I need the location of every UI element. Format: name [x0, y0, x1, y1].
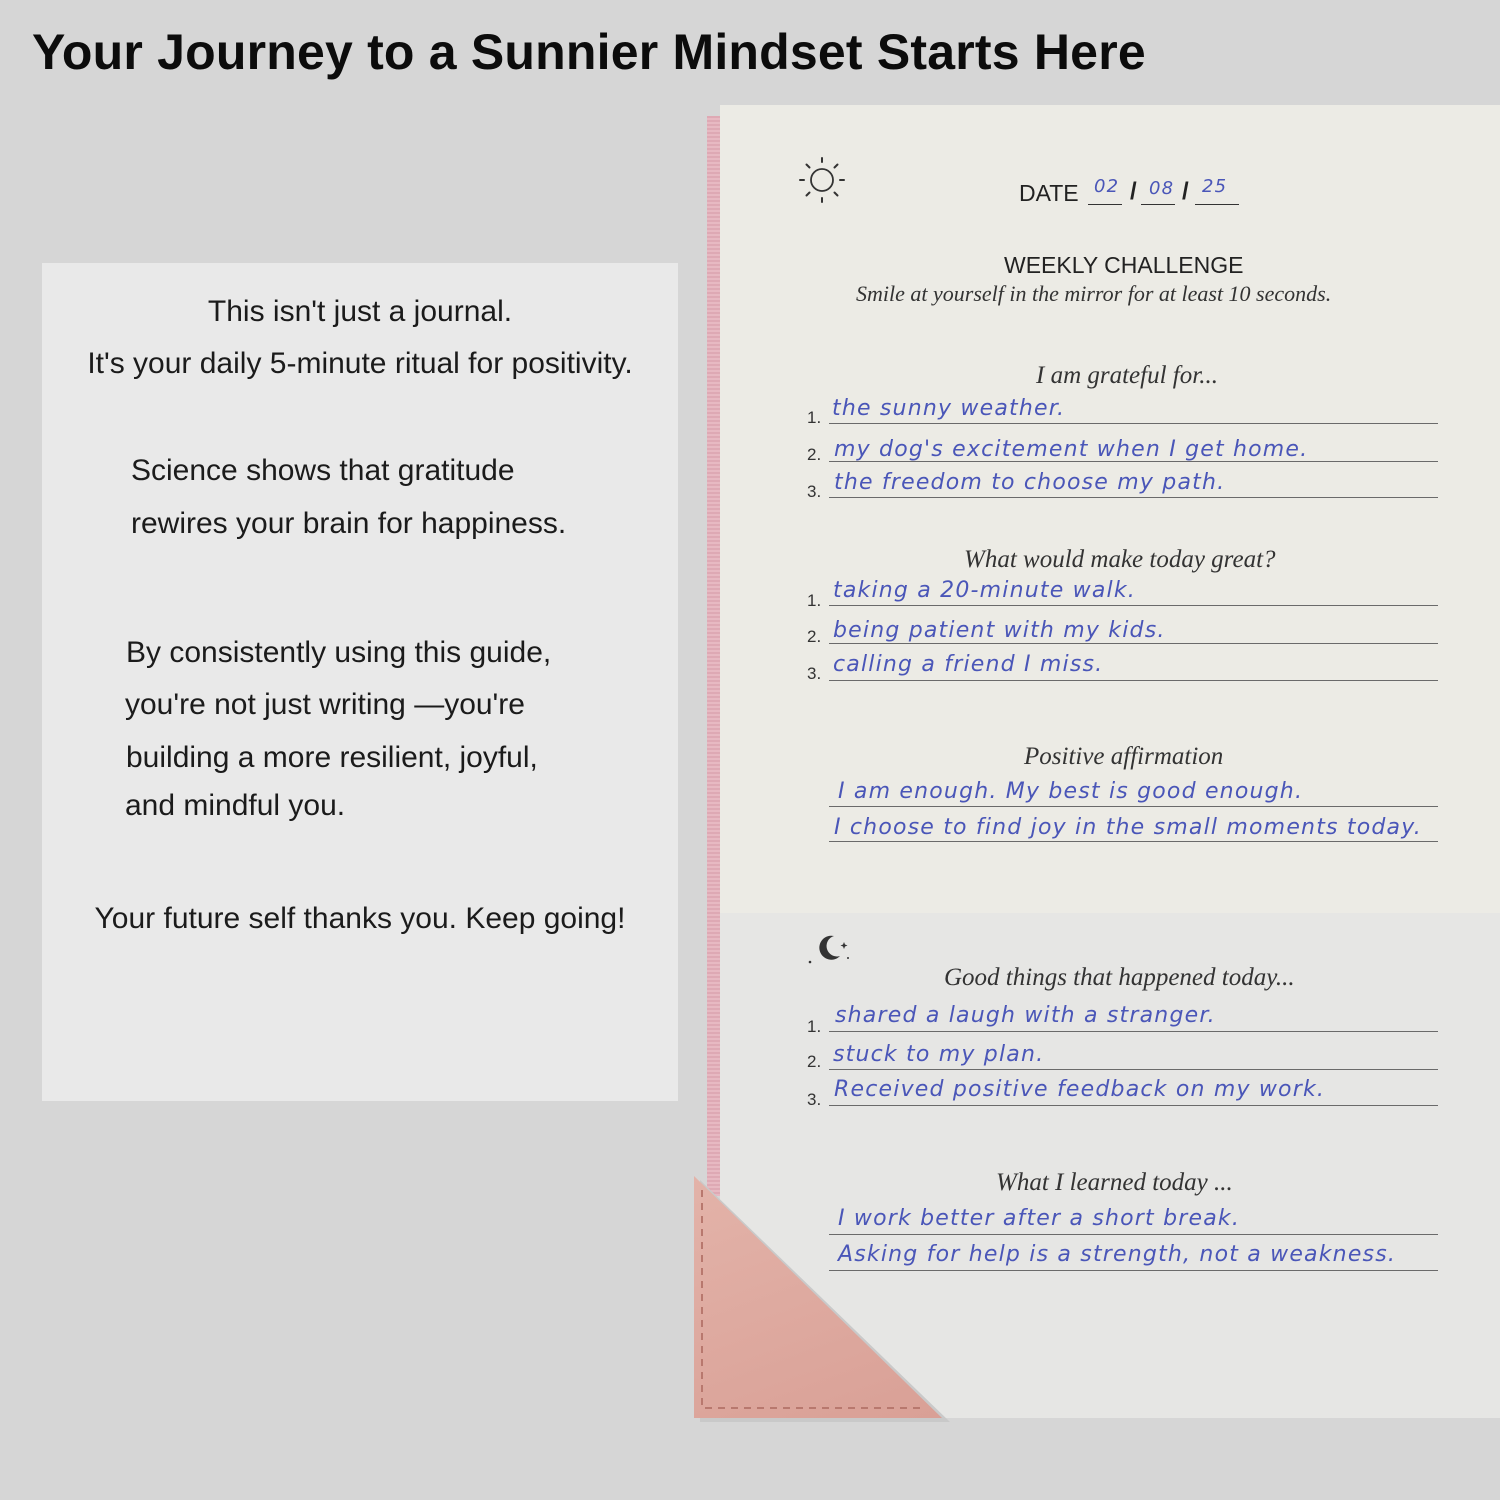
date-month: 02 — [1094, 176, 1120, 197]
entry-number: 1. — [807, 408, 822, 427]
card-line: rewires your brain for happiness. — [131, 507, 567, 540]
grateful-entry: the sunny weather. — [832, 396, 1066, 421]
card-line: you're not just writing —you're — [125, 688, 525, 721]
page-headline: Your Journey to a Sunnier Mindset Starts Here — [32, 24, 1146, 80]
entry-number: 1. — [807, 591, 822, 610]
good-thing-entry: Received positive feedback on my work. — [834, 1077, 1326, 1102]
card-line: and mindful you. — [125, 789, 346, 822]
entry-number: 2. — [807, 627, 822, 646]
entry-number: 3. — [807, 664, 822, 683]
weekly-challenge-title: WEEKLY CHALLENGE — [1004, 252, 1244, 278]
learned-entry: Asking for help is a strength, not a weakness. — [838, 1242, 1397, 1267]
grateful-entry: my dog's excitement when I get home. — [834, 437, 1309, 462]
card-line: This isn't just a journal. — [207, 295, 513, 328]
date-separator: / — [1130, 178, 1137, 205]
weekly-challenge-text: Smile at yourself in the mirror for at least 10 seconds. — [856, 281, 1332, 306]
entry-number: 2. — [807, 1052, 822, 1071]
great-entry: being patient with my kids. — [833, 618, 1166, 643]
entry-number: 1. — [807, 1017, 822, 1036]
card-line: building a more resilient, joyful, — [126, 741, 538, 774]
message-card — [42, 263, 678, 1101]
date-day: 08 — [1149, 178, 1175, 199]
date-year: 25 — [1202, 176, 1228, 197]
great-entry: calling a friend I miss. — [833, 652, 1104, 677]
learned-prompt: What I learned today ... — [996, 1169, 1233, 1196]
good-things-prompt: Good things that happened today... — [944, 964, 1295, 991]
affirmation-prompt: Positive affirmation — [1024, 743, 1224, 770]
date-label: DATE — [1019, 180, 1079, 206]
affirmation-entry: I am enough. My best is good enough. — [838, 779, 1304, 804]
ribbon-bookmark — [707, 116, 720, 1196]
affirmation-entry: I choose to find joy in the small moments today. — [834, 815, 1422, 840]
date-separator: / — [1182, 178, 1189, 205]
grateful-entry: the freedom to choose my path. — [834, 470, 1226, 495]
entry-number: 3. — [807, 482, 822, 501]
card-line: By consistently using this guide, — [126, 636, 552, 669]
great-prompt: What would make today great? — [964, 546, 1276, 573]
good-thing-entry: shared a laugh with a stranger. — [835, 1003, 1216, 1028]
entry-number: 2. — [807, 445, 822, 464]
sun-icon — [798, 156, 846, 204]
good-thing-entry: stuck to my plan. — [833, 1042, 1045, 1067]
learned-entry: I work better after a short break. — [838, 1206, 1241, 1231]
grateful-prompt: I am grateful for... — [1036, 362, 1218, 389]
great-entry: taking a 20-minute walk. — [833, 578, 1136, 603]
moon-icon — [804, 930, 852, 966]
card-line: Your future self thanks you. Keep going! — [94, 902, 626, 935]
entry-number: 3. — [807, 1090, 822, 1109]
card-line: Science shows that gratitude — [131, 454, 515, 487]
card-line: It's your daily 5-minute ritual for positivity. — [87, 347, 633, 380]
